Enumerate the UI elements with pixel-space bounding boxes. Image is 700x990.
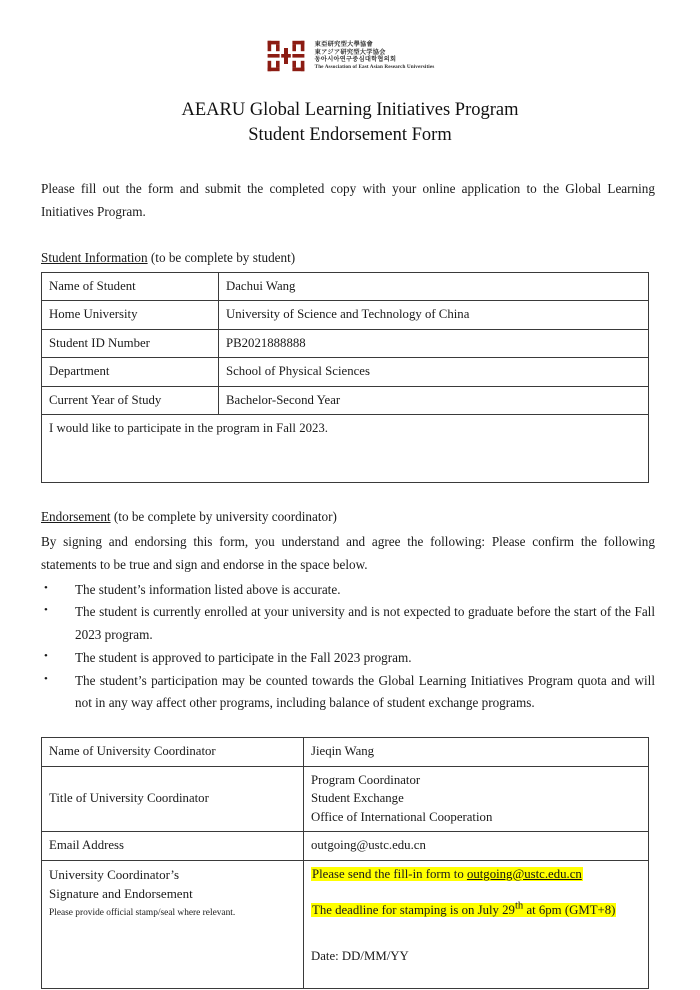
row-value-student-id-number[interactable]: PB2021888888 xyxy=(219,329,649,358)
aearu-logo xyxy=(0,0,700,76)
page-title xyxy=(0,98,700,147)
row-value-current-year-of-study[interactable]: Bachelor-Second Year xyxy=(219,386,649,415)
deadline-notice-text-before: The deadline for stamping is on July 29 xyxy=(312,902,515,917)
table-row xyxy=(42,329,649,358)
row-label-name-of-student: Name of Student xyxy=(42,272,219,301)
row-label-coordinator-name: Name of University Coordinator xyxy=(42,737,304,766)
row-value-coordinator-title[interactable] xyxy=(304,766,649,832)
student-information-heading-underlined: Student Information xyxy=(41,249,148,265)
row-label-current-year-of-study: Current Year of Study xyxy=(42,386,219,415)
logo-line-korean: 동아시아연구중심대학협의회 xyxy=(314,56,397,64)
logo-line-english: The Association of East Asian Research Universities xyxy=(314,64,435,71)
row-value-home-university[interactable]: University of Science and Technology of China xyxy=(219,301,649,330)
list-item: • The student’s participation may be counted towards the Global Learning Initiatives Program quota and will not in any way affect other programs, including balance of student exchange programs. xyxy=(41,670,655,715)
list-item: • The student’s information listed above is accurate. xyxy=(41,579,655,602)
deadline-notice-text-after: at 6pm (GMT+8) xyxy=(523,902,616,917)
send-form-notice-email-link[interactable]: outgoing@ustc.edu.cn xyxy=(466,866,582,881)
row-value-name-of-student[interactable]: Dachui Wang xyxy=(219,272,649,301)
page-title-line1: AEARU Global Learning Initiatives Program xyxy=(181,100,519,120)
table-row xyxy=(42,358,649,387)
table-row xyxy=(42,737,649,766)
participation-statement[interactable]: I would like to participate in the program in Fall 2023. xyxy=(42,415,649,483)
logo-line-chinese: 東亞研究型大學協會 xyxy=(314,41,374,49)
deadline-notice-highlight xyxy=(311,900,616,917)
signature-stamp-note: Please provide official stamp/seal where relevant. xyxy=(49,907,236,918)
table-row xyxy=(42,766,649,832)
coordinator-title-line1: Program Coordinator xyxy=(311,772,421,787)
row-value-coordinator-name[interactable]: Jieqin Wang xyxy=(304,737,649,766)
table-row-signature xyxy=(42,860,649,988)
table-row xyxy=(42,832,649,861)
endorsement-paragraph: By signing and endorsing this form, you understand and agree the following: Please confirm the following statements to be true and sign and endorse in the space below. xyxy=(41,534,655,573)
send-form-notice-highlight xyxy=(311,867,583,881)
page-title-line2: Student Endorsement Form xyxy=(248,124,452,145)
row-label-email-address: Email Address xyxy=(42,832,304,861)
send-form-notice-text: Please send the fill-in form to xyxy=(312,866,467,881)
student-information-table xyxy=(41,272,649,484)
aearu-logo-text xyxy=(315,41,435,70)
table-row xyxy=(42,386,649,415)
coordinator-table xyxy=(41,737,649,989)
endorsement-heading-rest: (to be complete by university coordinator) xyxy=(110,509,337,525)
row-label-coordinator-title: Title of University Coordinator xyxy=(42,766,304,832)
endorsement-bullet-list xyxy=(41,579,655,715)
coordinator-title-line2: Student Exchange xyxy=(311,791,404,806)
coordinator-title-line3: Office of International Cooperation xyxy=(311,809,493,824)
student-information-heading-rest: (to be complete by student) xyxy=(147,249,296,265)
send-form-notice xyxy=(311,865,641,884)
list-item: • The student is currently enrolled at your university and is not expected to graduate before the start of the Fall 2023 program. xyxy=(41,601,655,646)
table-row xyxy=(42,301,649,330)
row-label-student-id-number: Student ID Number xyxy=(42,329,219,358)
signature-entry-cell[interactable] xyxy=(304,860,649,988)
row-value-department[interactable]: School of Physical Sciences xyxy=(219,358,649,387)
date-field[interactable]: Date: DD/MM/YY xyxy=(311,949,409,964)
deadline-notice-ordinal-suffix: th xyxy=(514,900,524,912)
row-value-email-address[interactable]: outgoing@ustc.edu.cn xyxy=(304,832,649,861)
table-row-participation-statement xyxy=(42,415,649,483)
signature-label-line1: University Coordinator’s xyxy=(49,866,180,882)
row-label-home-university: Home University xyxy=(42,301,219,330)
endorsement-heading-underlined: Endorsement xyxy=(41,509,111,525)
aearu-logo-mark-icon xyxy=(266,36,306,76)
intro-paragraph: Please fill out the form and submit the completed copy with your online application to the Global Learning Initiatives Program. xyxy=(41,181,655,219)
list-item: • The student is approved to participate in the Fall 2023 program. xyxy=(41,647,655,670)
signature-label-cell xyxy=(42,860,304,988)
deadline-notice xyxy=(311,898,641,919)
row-label-department: Department xyxy=(42,358,219,387)
logo-line-japanese: 東アジア研究型大学協会 xyxy=(314,48,386,56)
student-information-heading xyxy=(41,250,662,266)
signature-label-line2: Signature and Endorsement xyxy=(49,886,193,902)
table-row xyxy=(42,272,649,301)
endorsement-heading xyxy=(41,509,662,525)
